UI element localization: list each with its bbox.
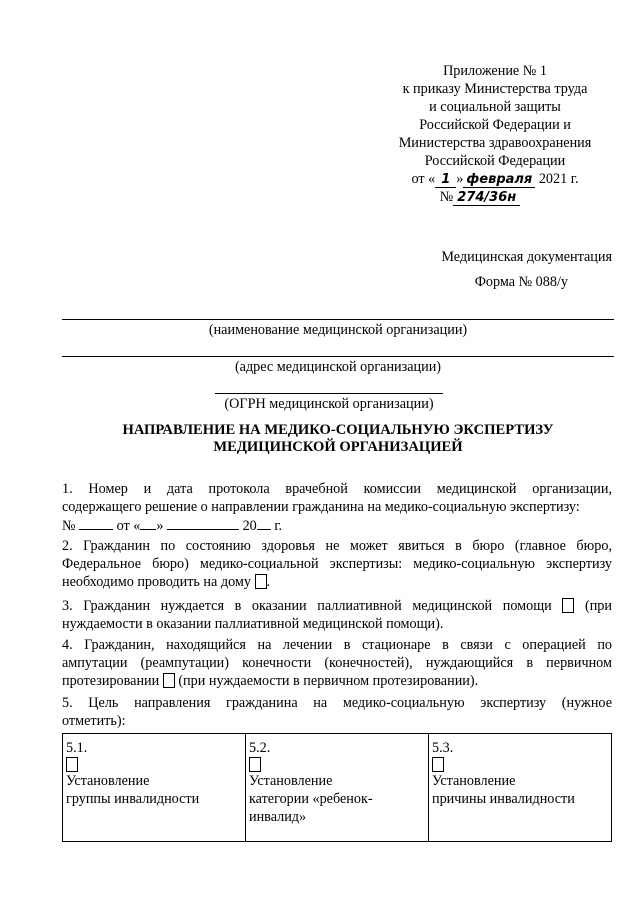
ogrn-caption: (ОГРН медицинской организации)	[224, 396, 434, 412]
item-5: 5. Цель направления гражданина на медико-социальную экспертизу (нужное отметить):	[62, 695, 612, 729]
appendix-block	[380, 62, 610, 206]
order-number: № 274/36н	[350, 188, 610, 206]
appendix-line: Российской Федерации	[424, 153, 566, 169]
goal-disability-cause: 5.3. Установление причины инвалидности	[429, 734, 612, 842]
org-name-line	[62, 319, 614, 320]
item-2: 2. Гражданин по состоянию здоровья не может явиться в бюро (главное бюро, Федеральное бюро) медико-социальной экспертизы: медико-социальную экспертизу необходимо проводить на дому .	[62, 538, 612, 590]
goal-disability-group: 5.1. Установление группы инвалидности	[63, 734, 246, 842]
goal-child-disabled-checkbox[interactable]	[249, 757, 261, 772]
item-1: 1. Номер и дата протокола врачебной комиссии медицинской организации, содержащего решение о направлении гражданина на медико-социальную экспертизу: № от « » 20 г.	[62, 481, 612, 534]
primary-prosthetics-checkbox[interactable]	[163, 673, 175, 688]
org-address-line	[62, 356, 614, 357]
protocol-number-blank	[79, 516, 113, 530]
appendix-line: к приказу Министерства труда	[402, 81, 588, 97]
referral-goal-table	[62, 733, 612, 842]
form-number: Форма № 088/у	[474, 274, 568, 290]
appendix-line: Российской Федерации и	[419, 117, 571, 133]
appendix-line: Министерства здравоохранения	[398, 135, 592, 151]
protocol-year-blank	[257, 516, 271, 530]
palliative-care-checkbox[interactable]	[562, 598, 574, 613]
appendix-line: и социальной защиты	[429, 99, 561, 115]
protocol-month-blank	[167, 516, 239, 530]
order-number-value: 274/36н	[453, 190, 520, 206]
org-name-caption: (наименование медицинской организации)	[208, 322, 468, 338]
org-address-caption: (адрес медицинской организации)	[234, 359, 442, 375]
item-4: 4. Гражданин, находящийся на лечении в стационаре в связи с операцией по ампутации (реампутации) конечности (конечностей), нуждающийся в первичном протезировании (при нуждаемости в первичном протезировании).	[62, 637, 612, 689]
protocol-number-date: № от « » 20 г.	[62, 518, 283, 534]
item-3: 3. Гражданин нуждается в оказании паллиативной медицинской помощи (при нуждаемости в оказании паллиативной медицинской помощи).	[62, 598, 612, 632]
goal-disability-cause-checkbox[interactable]	[432, 757, 444, 772]
order-day: 1	[435, 172, 456, 188]
protocol-day-blank	[140, 516, 156, 530]
order-date: от « 1 » февраля 2021 г.	[411, 171, 579, 187]
medical-documentation-label: Медицинская документация	[441, 249, 612, 265]
goal-child-disabled-category: 5.2. Установление категории «ребенок- инвалид»	[246, 734, 429, 842]
ogrn-line	[215, 393, 443, 394]
home-examination-checkbox[interactable]	[255, 574, 267, 589]
order-month: февраля	[463, 172, 535, 188]
appendix-title: Приложение № 1	[443, 63, 547, 79]
goal-disability-group-checkbox[interactable]	[66, 757, 78, 772]
document-title: НАПРАВЛЕНИЕ НА МЕДИКО-СОЦИАЛЬНУЮ ЭКСПЕРТИЗУ МЕДИЦИНСКОЙ ОРГАНИЗАЦИЕЙ	[122, 422, 554, 455]
